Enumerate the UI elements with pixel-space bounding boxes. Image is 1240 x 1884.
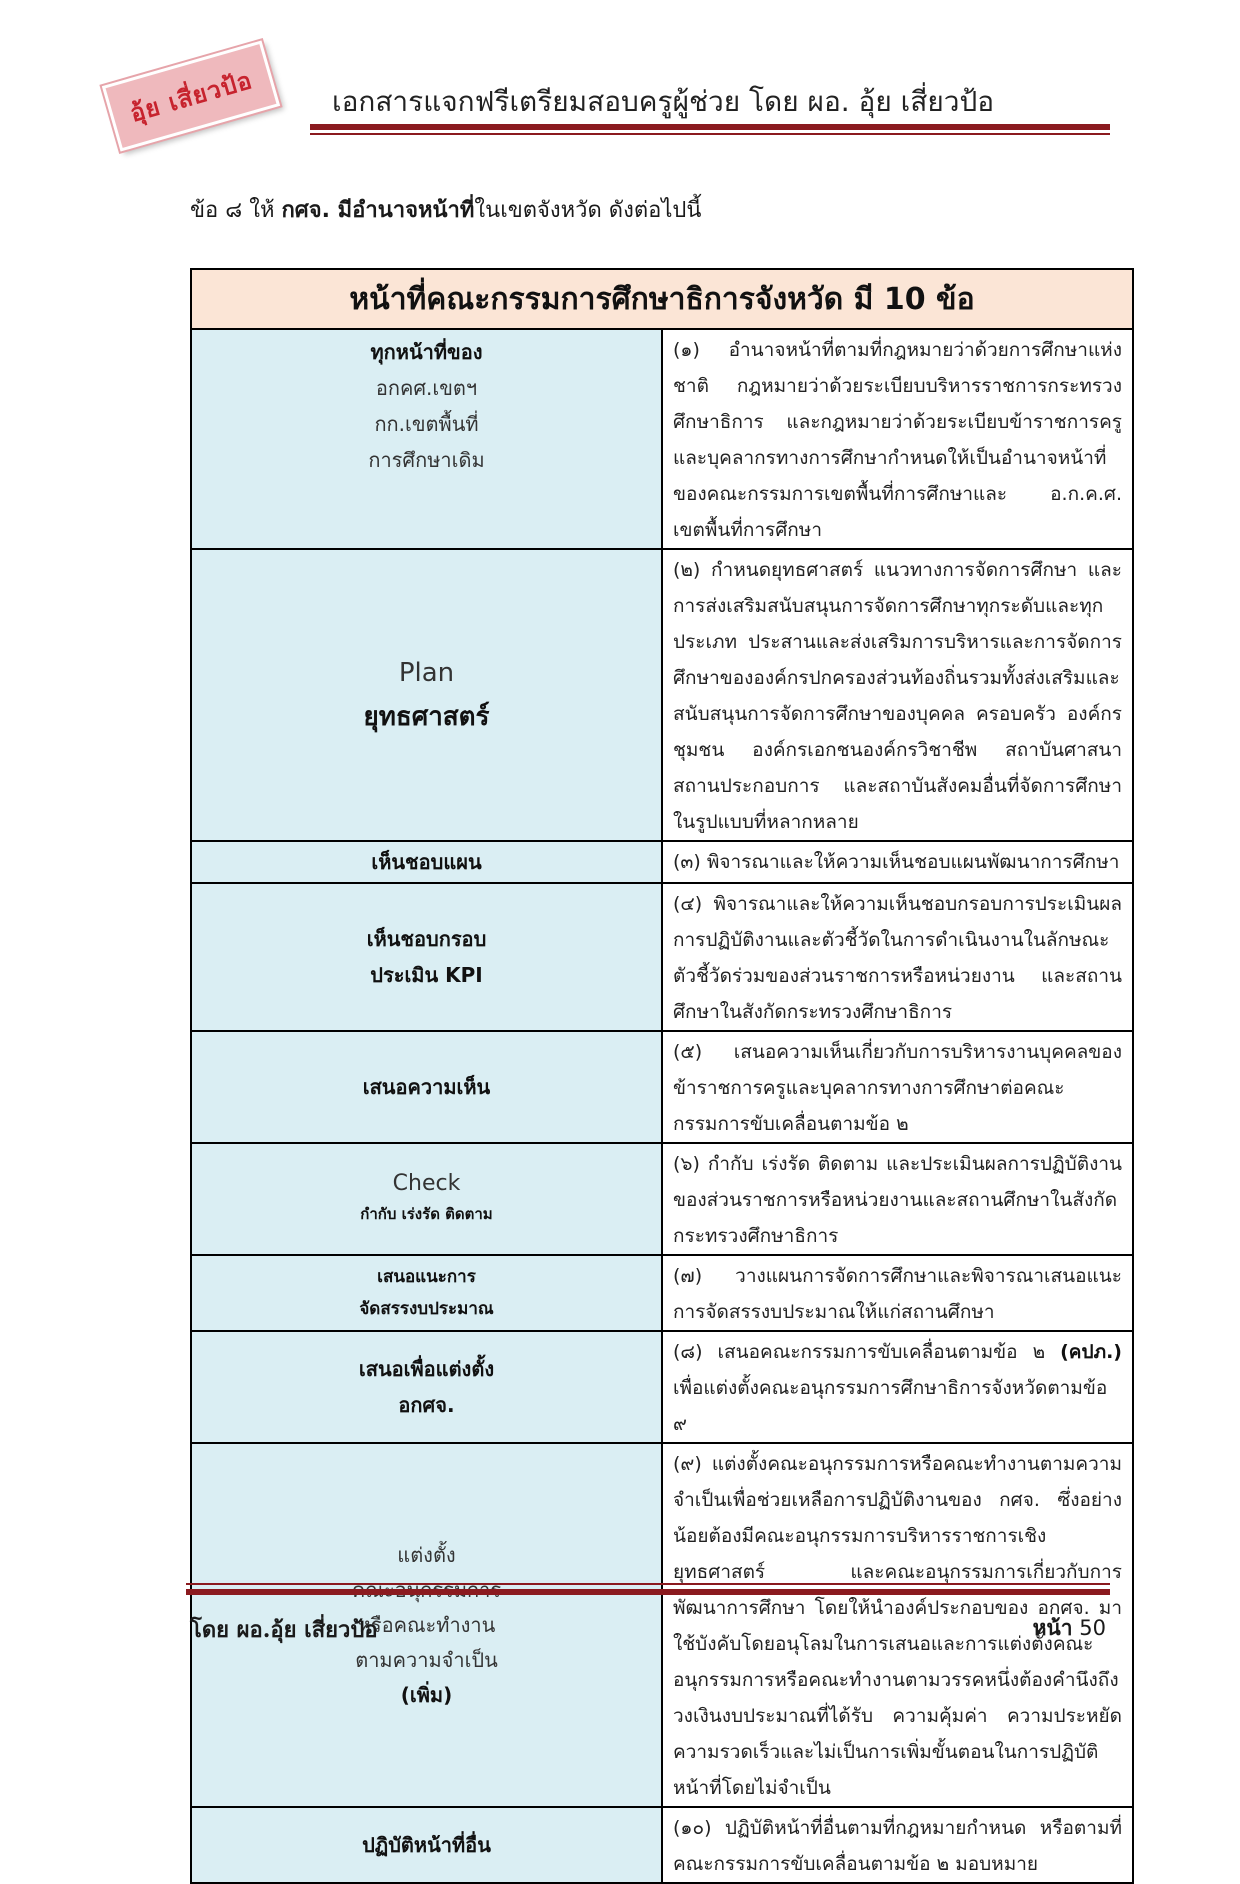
intro-bold: กศจ. มีอำนาจหน้าที่ [281,198,475,223]
row-label [191,549,662,841]
table-row [191,1031,1133,1143]
header-rule-thin [310,133,1110,135]
row-description: (๖) กำกับ เร่งรัด ติดตาม และประเมินผลการปฏิบัติงานของส่วนราชการหรือหน่วยงานและสถานศึกษาในสังกัดกระทรวงศึกษาธิการ [662,1143,1133,1255]
label-line: ประเมิน KPI [370,963,483,987]
label-line: ยุทธศาสตร์ [363,702,490,732]
label-line: เห็นชอบกรอบ [366,927,487,951]
table-row [191,549,1133,841]
row-label [191,1031,662,1143]
intro-line [190,192,701,227]
footer-rule-thick [186,1589,1110,1595]
stamp-text: อุ้ย เสี่ยวป้อ [126,64,256,128]
label-line: เสนอแนะการ [377,1267,476,1287]
label-line: กก.เขตพื้นที่ [374,412,479,436]
row-description: (๓) พิจารณาและให้ความเห็นชอบแผนพัฒนาการศึกษา [662,841,1133,883]
label-line: Plan [398,658,455,688]
footer-author: โดย ผอ.อุ้ย เสี่ยวป้อ [190,1617,378,1643]
row-label [191,1331,662,1443]
intro-prefix: ข้อ ๘ ให้ [190,198,282,223]
row-label [191,841,662,883]
row-description: (๗) วางแผนการจัดการศึกษาและพิจารณาเสนอแนะการจัดสรรงบประมาณให้แก่สถานศึกษา [662,1255,1133,1331]
label-line: (เพิ่ม) [400,1682,453,1707]
table-title: หน้าที่คณะกรรมการศึกษาธิการจังหวัด มี 10 ข้อ [191,269,1133,329]
table-row [191,1807,1133,1883]
label-line: การศึกษาเดิม [368,448,485,472]
label-line: Check [392,1171,461,1196]
row-description: (๑) อำนาจหน้าที่ตามที่กฎหมายว่าด้วยการศึกษาแห่งชาติ กฎหมายว่าด้วยระเบียบบริหารราชการกระทรวงศึกษาธิการ และกฎหมายว่าด้วยระเบียบข้าราชการครูและบุคลากรทางการศึกษากำหนดให้เป็นอำนาจหน้าที่ของคณะกรรมการเขตพื้นที่การศึกษาและ อ.ก.ค.ศ. เขตพื้นที่การศึกษา [662,329,1133,549]
row-description: (๒) กำหนดยุทธศาสตร์ แนวทางการจัดการศึกษา และการส่งเสริมสนับสนุนการจัดการศึกษาทุกระดับและทุกประเภท ประสานและส่งเสริมการบริหารและการจัดการศึกษาขององค์กรปกครองส่วนท้องถิ่นรวมทั้งส่งเสริมและสนับสนุนการจัดการศึกษาของบุคคล ครอบครัว องค์กรชุมชน องค์กรเอกชนองค์กรวิชาชีพ สถาบันศาสนา สถานประกอบการ และสถาบันสังคมอื่นที่จัดการศึกษาในรูปแบบที่หลากหลาย [662,549,1133,841]
table-row [191,1255,1133,1331]
intro-suffix: ในเขตจังหวัด ดังต่อไปนี้ [474,198,702,223]
row-label [191,1143,662,1255]
label-line: ปฏิบัติหน้าที่อื่น [362,1833,491,1857]
row-description [662,1331,1133,1443]
label-line: หรือคณะทำงาน [357,1612,496,1637]
table-row [191,1143,1133,1255]
row-description: (๙) แต่งตั้งคณะอนุกรรมการหรือคณะทำงานตามความจำเป็นเพื่อช่วยเหลือการปฏิบัติงานของ กศจ. ซึ่งอย่างน้อยต้องมีคณะอนุกรรมการบริหารราชการเชิงยุทธศาสตร์ และคณะอนุกรรมการเกี่ยวกับการพัฒนาการศึกษา โดยให้นำองค์ประกอบของ อกศจ. มาใช้บังคับโดยอนุโลมในการเสนอและการแต่งตั้งคณะอนุกรรมการหรือคณะทำงานตามวรรคหนึ่งต้องคำนึงถึงวงเงินงบประมาณที่ได้รับ ความคุ้มค่า ความประหยัด ความรวดเร็วและไม่เป็นการเพิ่มขั้นตอนในการปฏิบัติหน้าที่โดยไม่จำเป็น [662,1443,1133,1807]
row-label [191,883,662,1031]
row-description: (๕) เสนอความเห็นเกี่ยวกับการบริหารงานบุคคลของข้าราชการครูและบุคลากรทางการศึกษาต่อคณะกรรมการขับเคลื่อนตามข้อ ๒ [662,1031,1133,1143]
table-row [191,883,1133,1031]
label-line: จัดสรรงบประมาณ [359,1299,494,1319]
author-stamp-logo [102,40,280,151]
table-row [191,1331,1133,1443]
label-line: อกศจ. [398,1393,455,1417]
row-description: (๑๐) ปฏิบัติหน้าที่อื่นตามที่กฎหมายกำหนด หรือตามที่คณะกรรมการขับเคลื่อนตามข้อ ๒ มอบหมาย [662,1807,1133,1883]
row-description: (๔) พิจารณาและให้ความเห็นชอบกรอบการประเมินผลการปฏิบัติงานและตัวชี้วัดในการดำเนินงานในลักษณะตัวชี้วัดร่วมของส่วนราชการหรือหน่วยงาน และสถานศึกษาในสังกัดกระทรวงศึกษาธิการ [662,883,1133,1031]
page-number: 50 [1079,1616,1106,1640]
desc-text: (๘) เสนอคณะกรรมการขับเคลื่อนตามข้อ ๒ [673,1341,1061,1363]
label-line: เสนอความเห็น [362,1075,491,1099]
label-line: ตามความจำเป็น [355,1647,498,1672]
desc-bold: (คปภ.) [1060,1341,1122,1363]
desc-text: เพื่อแต่งตั้งคณะอนุกรรมการศึกษาธิการจังหวัดตามข้อ ๙ [673,1377,1108,1435]
row-label [191,329,662,549]
footer-rule-thin [186,1583,1110,1585]
table-row [191,841,1133,883]
label-line: เห็นชอบแผน [371,850,482,874]
label-line: เสนอเพื่อแต่งตั้ง [358,1357,495,1381]
label-line: ทุกหน้าที่ของ [370,340,483,364]
label-line: อกคศ.เขตฯ [375,376,478,400]
label-line: กำกับ เร่งรัด ติดตาม [360,1205,493,1223]
header-rule-thick [310,124,1110,130]
header-title: เอกสารแจกฟรีเตรียมสอบครูผู้ช่วย โดย ผอ. อุ้ย เสี่ยวป้อ [332,85,995,118]
label-line: แต่งตั้ง [397,1542,456,1567]
table-row [191,329,1133,549]
row-label [191,1807,662,1883]
row-label [191,1255,662,1331]
page-label: หน้า [1032,1616,1073,1640]
footer-page [1033,1612,1106,1645]
